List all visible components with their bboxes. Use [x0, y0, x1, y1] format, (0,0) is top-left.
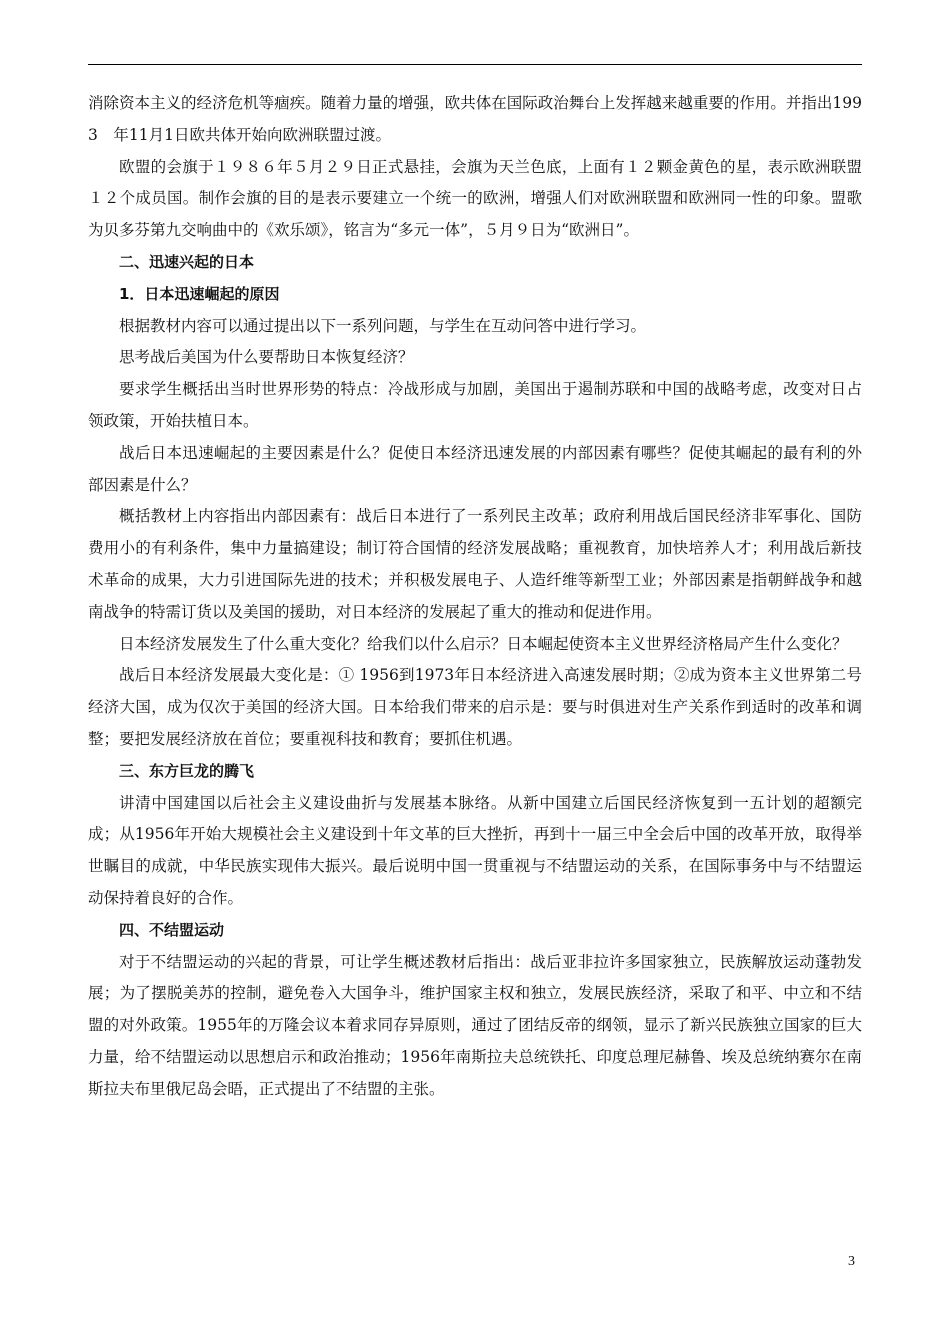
paragraph-japan-changes: 战后日本经济发展最大变化是：① 1956到1973年日本经济进入高速发展时期；②成为资本主义世界第二号经济大国，成为仅次于美国的经济大国。日本给我们带来的启示是：要与时俱进对生产关系作到适时的改革和调整；要把发展经济放在首位；要重视科技和教育；要抓住机遇。	[88, 666, 862, 748]
page-number: 3	[848, 1254, 855, 1269]
paragraph-world-situation: 要求学生概括出当时世界形势的特点：冷战形成与加剧，美国出于遏制苏联和中国的战略考虑，改变对日占领政策，开始扶植日本。	[88, 380, 862, 430]
paragraph-internal-factors: 概括教材上内容指出内部因素有：战后日本进行了一系列民主改革；政府利用战后国民经济非军事化、国防费用小的有利条件，集中力量搞建设；制订符合国情的经济发展战略；重视教育，加快培养人才；利用战后新技术革命的成果，大力引进国际先进的技术；并积极发展电子、人造纤维等新型工业；外部因素是指朝鲜战争和越南战争的特需订货以及美国的援助，对日本经济的发展起了重大的推动和促进作用。	[88, 507, 862, 621]
paragraph-question-factors: 战后日本迅速崛起的主要因素是什么？促使日本经济迅速发展的内部因素有哪些？促使其崛起的最有利的外部因素是什么？	[88, 443, 862, 494]
section-heading-china: 三、东方巨龙的腾飞	[119, 761, 255, 780]
paragraph-questions-intro: 根据教材内容可以通过提出以下一系列问题，与学生在互动问答中进行学习。	[119, 316, 647, 335]
paragraph-continuation: 消除资本主义的经济危机等痼疾。随着力量的增强，欧共体在国际政治舞台上发挥越来越重要的作用。并指出1993 年11月1日欧共体开始向欧洲联盟过渡。	[88, 94, 862, 144]
document-body	[88, 88, 862, 1106]
paragraph-eu-flag: 欧盟的会旗于１９８６年５月２９日正式悬挂，会旗为天兰色底，上面有１２颗金黄色的星，表示欧洲联盟１２个成员国。制作会旗的目的是表示要建立一个统一的欧洲，增强人们对欧洲联盟和欧洲同一性的印象。盟歌为贝多芬第九交响曲中的《欢乐颂》，铭言为“多元一体”，５月９日为“欧洲日”。	[88, 157, 862, 240]
paragraph-question-changes: 日本经济发展发生了什么重大变化？给我们以什么启示？日本崛起使资本主义世界经济格局产生什么变化？	[119, 634, 848, 653]
section-heading-japan: 二、迅速兴起的日本	[119, 252, 255, 271]
header-rule	[88, 64, 862, 65]
paragraph-china-development: 讲清中国建国以后社会主义建设曲折与发展基本脉络。从新中国建立后国民经济恢复到一五计划的超额完成；从1956年开始大规模社会主义建设到十年文革的巨大挫折，再到十一届三中全会后中国的改革开放，取得举世瞩目的成就，中华民族实现伟大振兴。最后说明中国一贯重视与不结盟运动的关系，在国际事务中与不结盟运动保持着良好的合作。	[88, 793, 862, 907]
paragraph-question-us-help: 思考战后美国为什么要帮助日本恢复经济？	[119, 348, 414, 367]
subsection-heading-japan-rise: 1．日本迅速崛起的原因	[119, 284, 280, 303]
paragraph-non-aligned-background: 对于不结盟运动的兴起的背景，可让学生概述教材后指出：战后亚非拉许多国家独立，民族解放运动蓬勃发展；为了摆脱美苏的控制，避免卷入大国争斗，维护国家主权和独立，发展民族经济，采取了和平、中立和不结盟的对外政策。1955年的万隆会议本着求同存异原则，通过了团结反帝的纲领，显示了新兴民族独立国家的巨大力量，给不结盟运动以思想启示和政治推动；1956年南斯拉夫总统铁托、印度总理尼赫鲁、埃及总统纳赛尔在南斯拉夫布里俄尼岛会晤，正式提出了不结盟的主张。	[88, 952, 862, 1098]
section-heading-non-aligned: 四、不结盟运动	[119, 920, 225, 939]
